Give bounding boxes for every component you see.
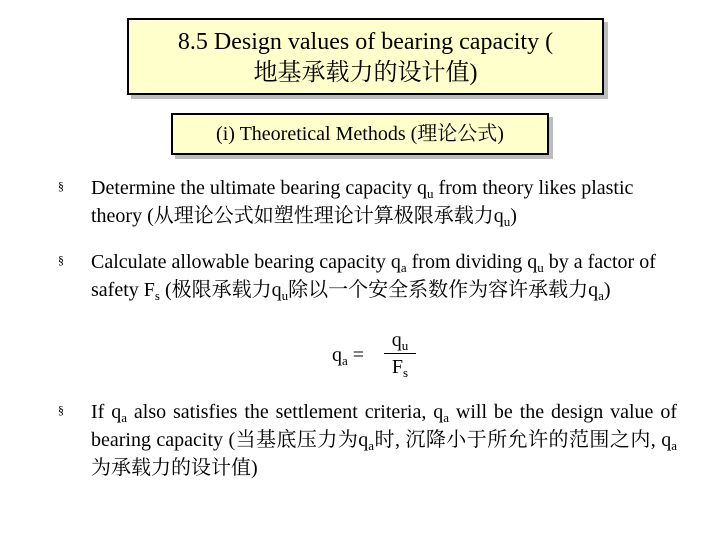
slide-title-line-2: 地基承载力的设计值): [253, 60, 478, 86]
bullet-item-3: If $q_a$ also satisfies the settlement criteria, $q_a$ will be the design value of bearing capacity (当基底压力为$q_a$时, 沉降小于所允许的范围之内, $q_a$ 为承载力的设计值): [91, 401, 677, 479]
section-subtitle-box: [171, 113, 549, 155]
bullet-icon: §: [58, 253, 64, 267]
section-subtitle: (i) Theoretical Methods (理论公式): [216, 123, 504, 145]
slide-title-box: [127, 18, 604, 95]
formula-lhs: $q_a$ =: [332, 344, 365, 368]
bullet-icon: §: [58, 179, 64, 193]
fraction-bar: [384, 353, 416, 354]
bullet-item-1: Determine the ultimate bearing capacity $q_u$ from theory likes plastic theory (从理论公式如塑性理论计算极限承载力$q_u$): [91, 177, 634, 229]
formula-numerator: $q_u$: [391, 329, 409, 353]
slide-title-line-1: 8.5 Design values of bearing capacity (: [177, 29, 554, 55]
formula-fraction: [384, 328, 416, 379]
formula-denominator: $F_s$: [391, 356, 409, 380]
bullet-item-2: Calculate allowable bearing capacity $q_a$ from dividing $q_u$ by a factor of safety $F_s$ (极限承载力$q_u$除以一个安全系数作为容许承载力$q_a$): [91, 251, 656, 303]
bullet-icon: §: [58, 403, 64, 417]
